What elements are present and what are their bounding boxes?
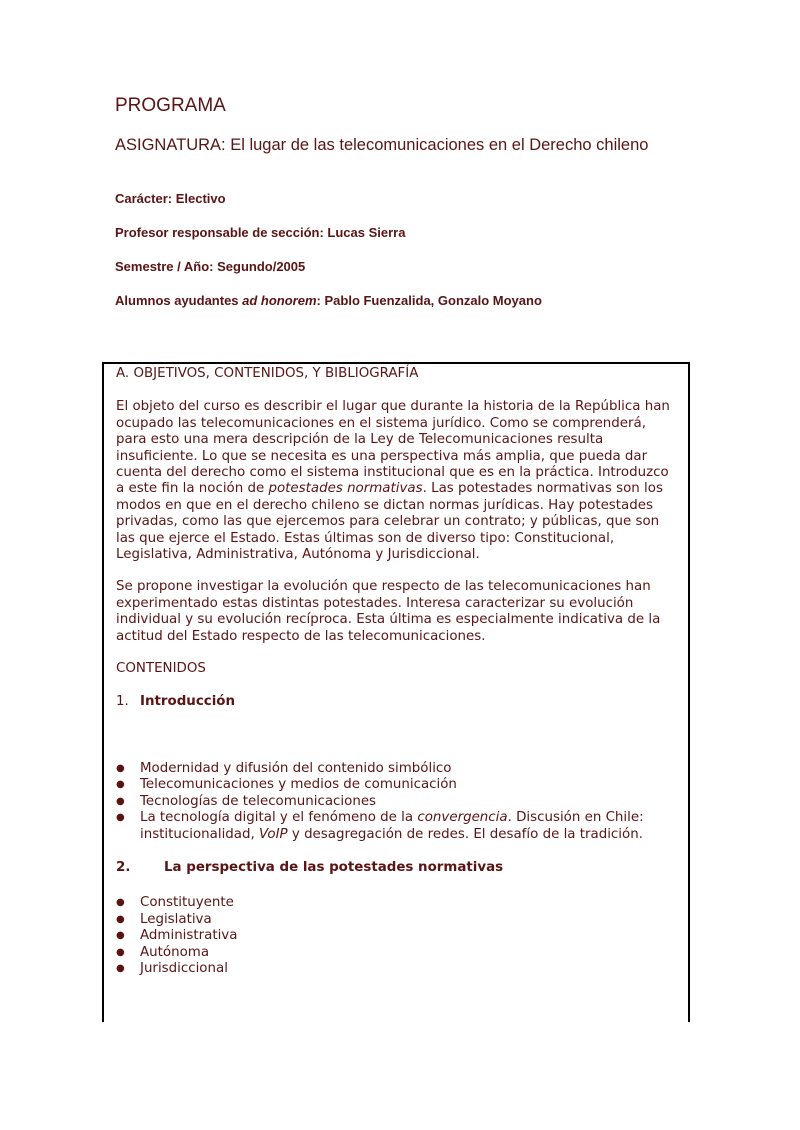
- item4-italic-1: convergencia: [417, 810, 508, 826]
- content-inner: [116, 366, 671, 977]
- list-item: ● Tecnologías de telecomunicaciones: [116, 794, 671, 810]
- course-title: ASIGNATURA: El lugar de las telecomunicaciones en el Derecho chileno: [115, 136, 649, 154]
- para1-part-a: El objeto del curso es describir el lugar que durante la historia de la República han ocupado las telecomunicaciones en el sistema jurídico. Como se comprenderá, para esto una mera descripción de la Ley de Telecomunicaciones resulta insuficiente. Lo que se necesita es una perspectiva más amplia, que pueda dar cuenta del derecho como el sistema institucional que es en la práctica. Introduzco a este fin la noción de: [116, 399, 670, 497]
- meta-ayudantes: [115, 293, 542, 308]
- item4-italic-2: VoIP: [259, 826, 288, 842]
- para1-italic: potestades normativas: [268, 481, 423, 497]
- unit-2-heading: [116, 860, 671, 876]
- unit-2-list: [116, 895, 671, 977]
- list-item: ● Administrativa: [116, 928, 671, 944]
- list-item: ● Jurisdiccional: [116, 961, 671, 977]
- unit-2-title: La perspectiva de las potestades normativas: [164, 859, 504, 875]
- list-item: ● Modernidad y difusión del contenido simbólico: [116, 761, 671, 777]
- unit-1-list: [116, 761, 671, 843]
- unit-1-number: 1.: [116, 693, 129, 709]
- meta-profesor: Profesor responsable de sección: Lucas Sierra: [115, 225, 406, 240]
- list-item: ● Autónoma: [116, 945, 671, 961]
- list-item: ● Constituyente: [116, 895, 671, 911]
- list-item: ● Legislativa: [116, 912, 671, 928]
- objective-paragraph: [116, 399, 671, 563]
- item4-part-b: . Discusión en Chile: institucionalidad,: [140, 810, 644, 842]
- ayudantes-suffix: : Pablo Fuenzalida, Gonzalo Moyano: [316, 293, 542, 308]
- para1-part-b: . Las potestades normativas son los modos en que en el derecho chileno se dictan normas jurídicas. Hay potestades privadas, como las que ejercemos para celebrar un contrato; y públicas, que son las que ejerce el Estado. Estas últimas son de diverso tipo: Constitucional, Legislativa, Administrativa, Autónoma y Jurisdiccional.: [116, 481, 663, 563]
- unit-2-number: 2.: [116, 859, 131, 875]
- item4-part-c: y desagregación de redes. El desafío de la tradición.: [287, 826, 643, 842]
- page-title: PROGRAMA: [115, 95, 226, 116]
- meta-semestre: Semestre / Año: Segundo/2005: [115, 259, 306, 274]
- meta-caracter: Carácter: Electivo: [115, 191, 226, 206]
- ayudantes-prefix: Alumnos ayudantes: [115, 293, 243, 308]
- proposal-paragraph: Se propone investigar la evolución que respecto de las telecomunicaciones han experimentado estas distintas potestades. Interesa caracterizar su evolución individual y su evolución recíproca. Esta última es especialmente indicativa de la actitud del Estado respecto de las telecomunicaciones.: [116, 579, 661, 644]
- unit-1-title: Introducción: [140, 693, 236, 709]
- unit-1-heading: [116, 694, 671, 710]
- list-item: ● Telecomunicaciones y medios de comunicación: [116, 777, 671, 793]
- ayudantes-italic: ad honorem: [242, 293, 317, 308]
- section-heading: A. OBJETIVOS, CONTENIDOS, Y BIBLIOGRAFÍA: [116, 366, 419, 381]
- list-item: [116, 810, 671, 843]
- contenidos-heading: CONTENIDOS: [116, 661, 206, 677]
- item4-part-a: La tecnología digital y el fenómeno de la: [140, 810, 418, 826]
- content-box: [102, 362, 690, 1022]
